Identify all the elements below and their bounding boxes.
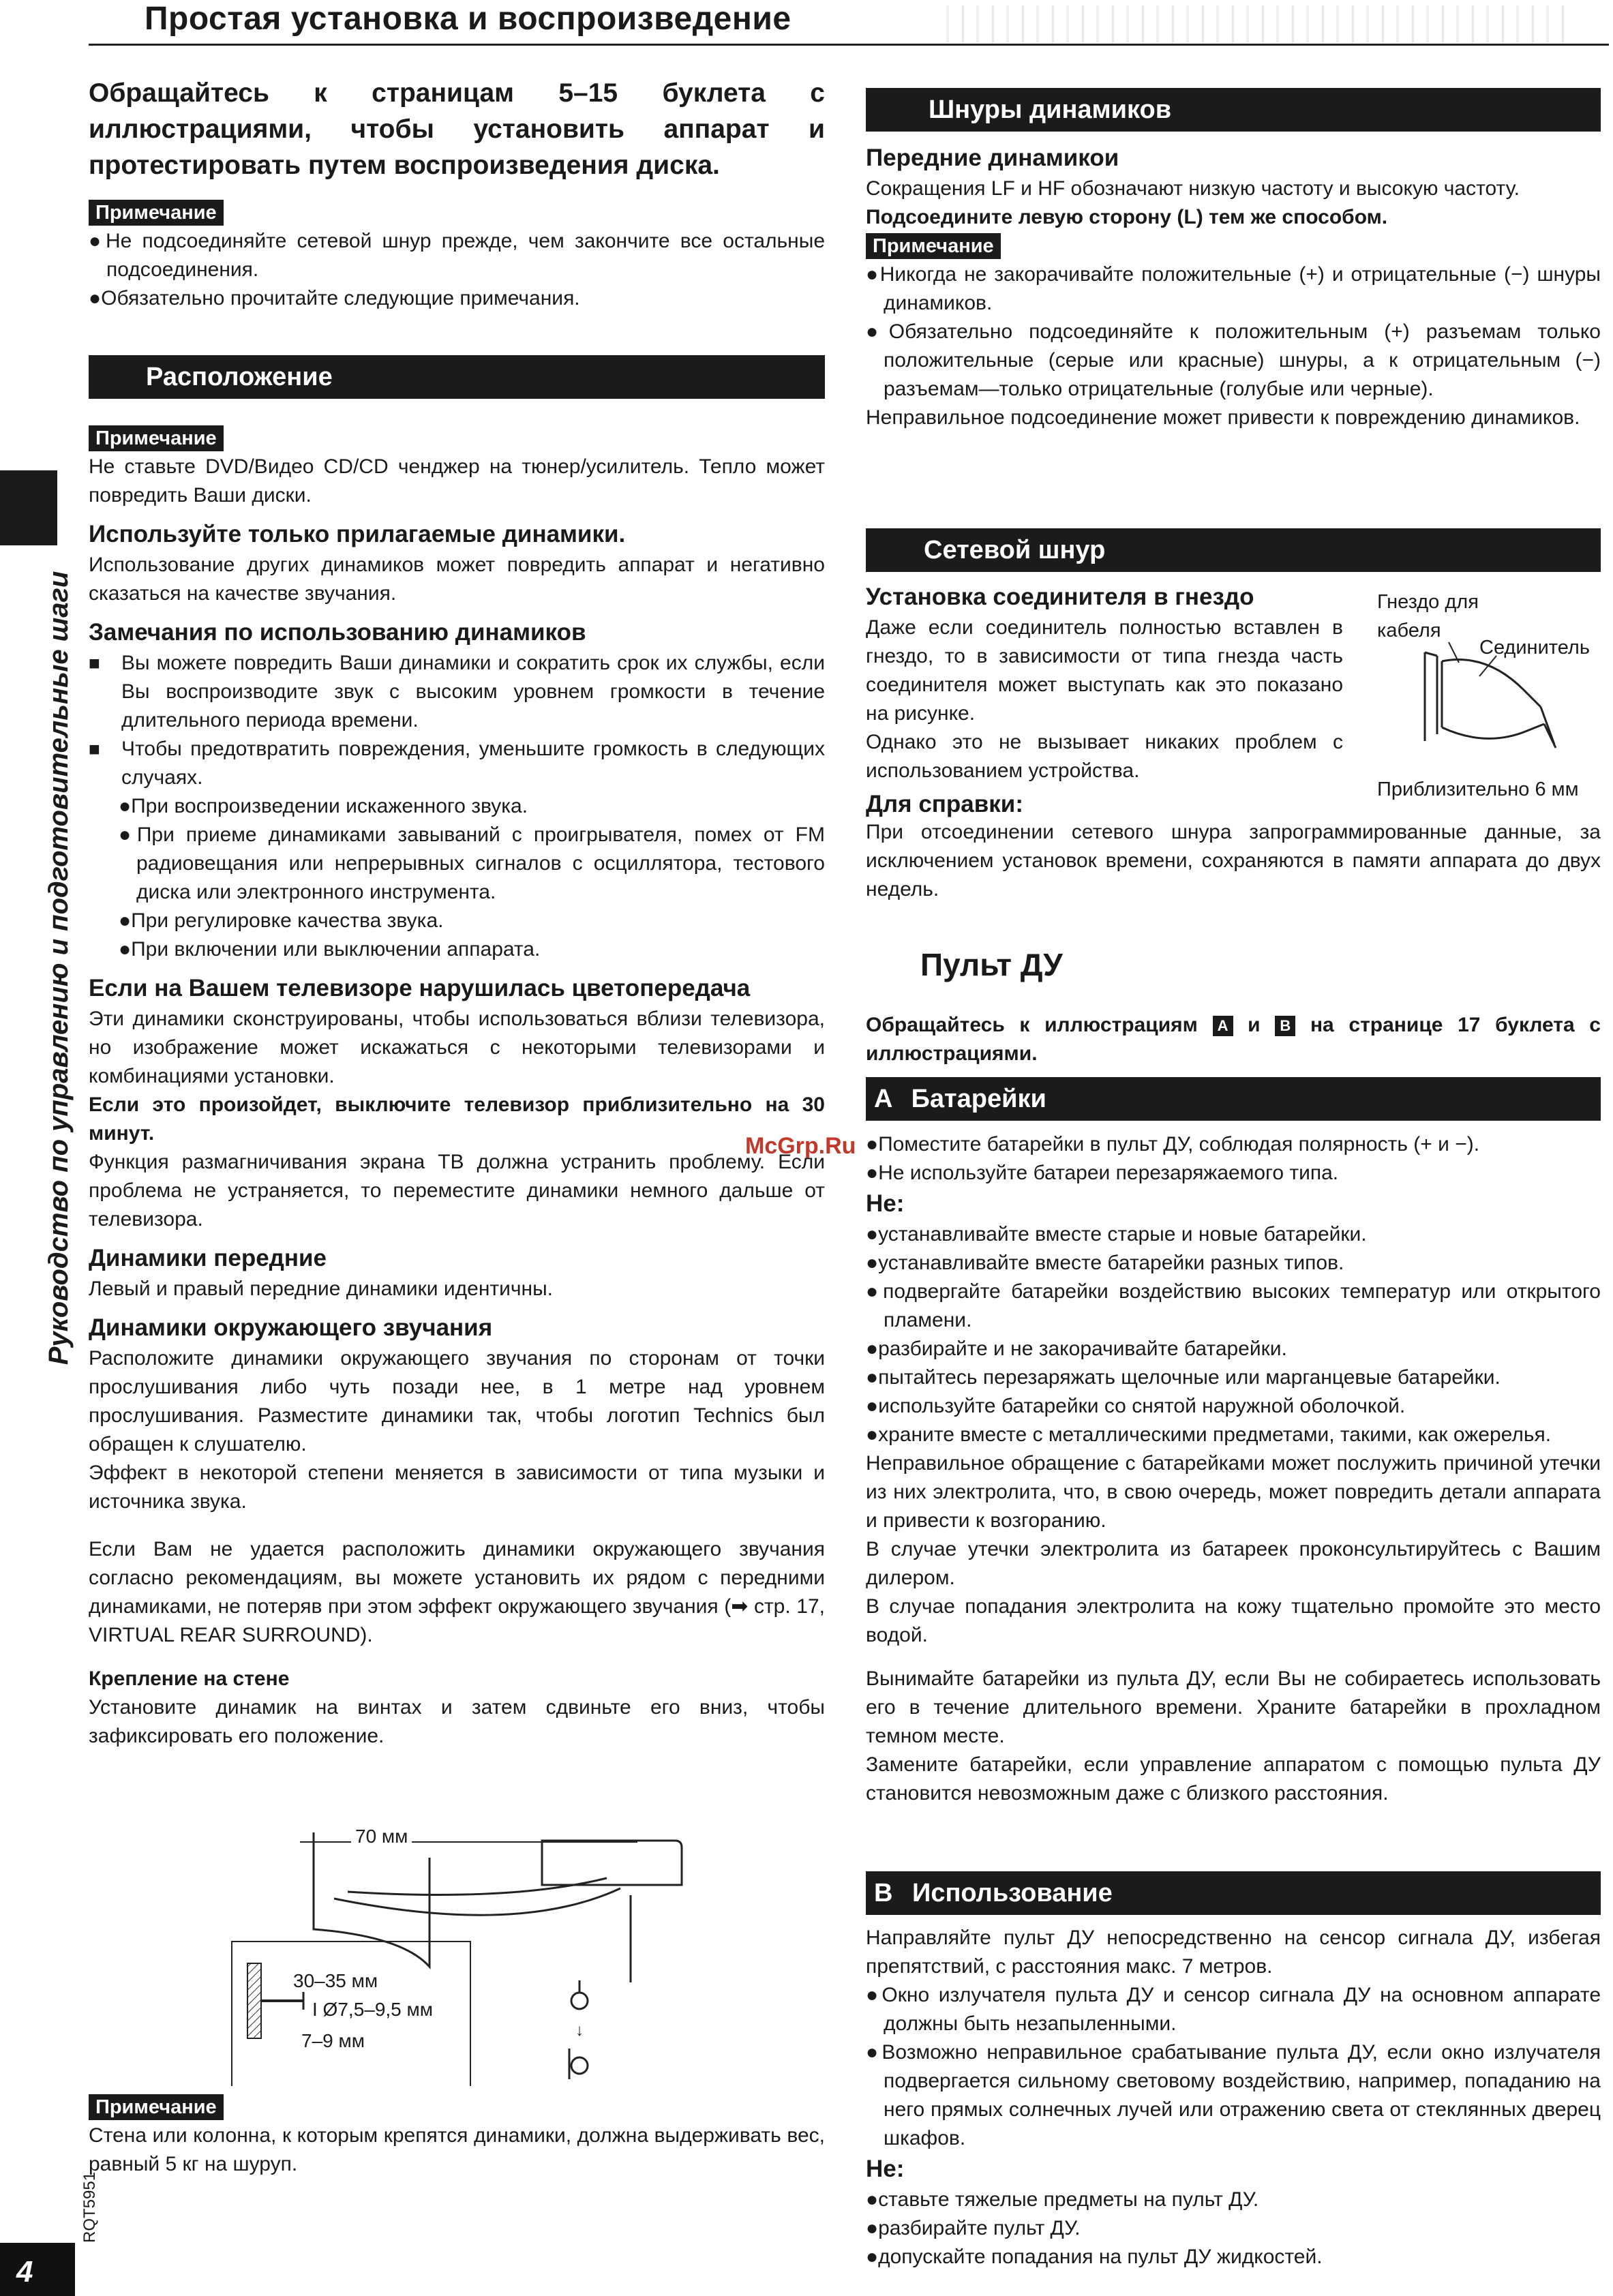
placement-section	[89, 424, 825, 1751]
badge-b: B	[1275, 1016, 1295, 1036]
use-letter: B	[874, 1879, 893, 1907]
remote-lead	[866, 1011, 1601, 1068]
only-speakers-text: Использование других динамиков может повредить аппарат и негативно сказаться на качестве звучания.	[89, 554, 825, 605]
socket-figure	[1377, 588, 1602, 806]
use-note-1: ●Окно излучателя пульта ДУ и сенсор сигнала ДУ на основном аппарате должны быть незапыленными.	[866, 1984, 1601, 2035]
page-number: 4	[0, 2243, 75, 2296]
dim-diameter: I Ø7,5–9,5 мм	[312, 1999, 434, 2020]
use-text: Направляйте пульт ДУ непосредственно на сенсор сигнала ДУ, избегая препятствий, с расстояния макс. 7 метров.	[866, 1927, 1601, 1978]
battery-note-2: ●Не используйте батареи перезаряжаемого типа.	[866, 1162, 1339, 1184]
battery-dont: ●подвергайте батарейки воздействию высоких температур или открытого пламени.	[866, 1280, 1601, 1331]
only-speakers-heading: Используйте только прилагаемые динамики.	[89, 521, 626, 547]
wall-note-section	[89, 2093, 825, 2179]
leak-text-1: Неправильное обращение с батарейками может послужить причиной утечки из них электролита, что, в свою очередь, может повредить детали аппарата и привести к возгоранию.	[866, 1452, 1601, 1532]
surround-heading: Динамики окружающего звучания	[89, 1314, 493, 1341]
intro-section	[89, 75, 825, 313]
placement-header: Расположение	[89, 355, 825, 399]
remote-lead-b: на странице 17 буклета с иллюстрациями.	[866, 1014, 1601, 1065]
placement-note-label: Примечание	[89, 425, 224, 451]
battery-dont: ●устанавливайте вместе старые и новые батарейки.	[866, 1223, 1367, 1245]
use-do-not-heading: Не:	[866, 2156, 905, 2182]
side-tab-marker	[0, 470, 57, 545]
speaker-remark-1: ■ Вы можете повредить Ваши динамики и сократить срок их службы, если Вы воспроизводите звук с высоким уровнем громкости в течение длительного периода времени.	[89, 649, 825, 735]
leak-text-2: В случае утечки электролита из батареек проконсультируйтесь с Вашим дилером.	[866, 1538, 1601, 1589]
surround-text-1: Расположите динамики окружающего звучания по сторонам от точки прослушивания либо чуть позади нее, в 1 метре над уровнем прослушивания. Разместите динамики так, чтобы логотип Technics был обращен к слушателю.	[89, 1347, 825, 1455]
dim-70: 70 мм	[351, 1826, 412, 1847]
surround-text-2: Эффект в некоторой степени меняется в зависимости от типа музыки и источника звука.	[89, 1462, 825, 1513]
cords-note-1: ●Никогда не закорачивайте положительные (+) и отрицательные (−) шнуры динамиков.	[866, 263, 1601, 314]
wall-mount-text: Установите динамик на винтах и затем сдвиньте его вниз, чтобы зафиксировать его положение.	[89, 1696, 825, 1747]
cords-abbrev: Сокращения LF и HF обозначают низкую частоту и высокую частоту.	[866, 177, 1520, 200]
front-speakers-subheading: Передние динамикои	[866, 145, 1119, 171]
tv-color-text: Эти динамики сконструированы, чтобы использоваться вблизи телевизора, но изображение может искажаться с некоторыми телевизорами и комбинациями установки.	[89, 1008, 825, 1087]
connector-text-1: Даже если соединитель полностью вставлен в гнездо, то в зависимости от типа гнезда часть соединителя может выступать как это показано на рисунке.	[866, 616, 1343, 725]
intro-lead: Обращайтесь к страницам 5–15 буклета с иллюстрациями, чтобы установить аппарат и протестировать путем воспроизведения диска.	[89, 78, 825, 180]
reference-section	[866, 818, 1601, 904]
connector-label: Сединитель	[1479, 637, 1590, 659]
ac-cord-section	[866, 581, 1343, 785]
dim-30-35: 30–35 мм	[293, 1970, 378, 1991]
intro-note-2: ●Обязательно прочитайте следующие примечания.	[89, 287, 580, 309]
battery-dont: ●разбирайте и не закорачивайте батарейки.	[866, 1338, 1287, 1360]
note-label: Примечание	[89, 200, 224, 226]
use-title: Использование	[912, 1879, 1113, 1907]
batteries-title: Батарейки	[911, 1085, 1046, 1113]
placement-note: Не ставьте DVD/Видео CD/CD ченджер на тюнер/усилитель. Тепло может повредить Ваши диски.	[89, 455, 825, 507]
dim-7-9: 7–9 мм	[301, 2030, 365, 2051]
replace-batteries-text: Замените батарейки, если управление аппаратом с помощью пульта ДУ становится невозможным даже с близкого расстояния.	[866, 1753, 1601, 1804]
socket-label: Гнездо для кабеля	[1377, 591, 1479, 641]
wall-mount-drawing	[225, 1827, 702, 2086]
volume-case: ●При воспроизведении искаженного звука.	[119, 795, 528, 817]
page-title: Простая установка и воспроизведение	[145, 1, 792, 37]
volume-case: ●При включении или выключении аппарата.	[119, 938, 541, 961]
battery-dont: ●храните вместе с металлическими предметами, такими, как ожерелья.	[866, 1423, 1552, 1446]
do-not-heading: Не:	[866, 1190, 905, 1217]
connector-heading: Установка соединителя в гнездо	[866, 584, 1254, 610]
watermark: McGrp.Ru	[745, 1133, 856, 1159]
tv-color-warning: Если это произойдет, выключите телевизор приблизительно на 30 минут.	[89, 1093, 825, 1145]
speaker-remark-2: ■ Чтобы предотвратить повреждения, уменьшите громкость в следующих случаях.	[89, 735, 825, 792]
remote-lead-and: и	[1248, 1014, 1261, 1036]
volume-case: ●При приеме динамиками завываний с проигрывателя, помех от FM радиовещания или непрерывных сигналов с осциллятора, тестового диска или электронного инструмента.	[119, 824, 825, 903]
use-section	[866, 1924, 1601, 2271]
wall-mount-figure	[225, 1827, 702, 2086]
remote-lead-a: Обращайтесь к иллюстрациям	[866, 1014, 1198, 1036]
cords-note-3: Неправильное подсоединение может привести к повреждению динамиков.	[866, 406, 1580, 429]
wall-mount-heading: Крепление на стене	[89, 1667, 290, 1690]
cords-left-side: Подсоедините левую сторону (L) тем же способом.	[866, 206, 1388, 228]
remove-batteries-text: Вынимайте батарейки из пульта ДУ, если Вы не собираетесь использовать его в течение длительного времени. Храните батарейки в прохладном темном месте.	[866, 1667, 1601, 1747]
connector-text-2: Однако это не вызывает никаких проблем с использованием устройства.	[866, 731, 1343, 782]
use-dont: ●допускайте попадания на пульт ДУ жидкостей.	[866, 2246, 1323, 2268]
use-dont: ●ставьте тяжелые предметы на пульт ДУ.	[866, 2188, 1259, 2211]
intro-note-1: ●Не подсоединяйте сетевой шнур прежде, чем закончите все остальные подсоединения.	[89, 230, 825, 281]
batteries-section	[866, 1130, 1601, 1808]
battery-note-1: ●Поместите батарейки в пульт ДУ, соблюдая полярность (+ и −).	[866, 1133, 1480, 1155]
battery-dont: ●пытайтесь перезаряжать щелочные или марганцевые батарейки.	[866, 1366, 1501, 1389]
badge-a: A	[1213, 1016, 1233, 1036]
wall-note-label: Примечание	[89, 2094, 224, 2120]
side-section-label: Руководство по управлению и подготовительные шаги	[44, 571, 74, 1365]
ac-cord-header: Сетевой шнур	[866, 528, 1601, 572]
use-header	[866, 1871, 1601, 1915]
speaker-remarks-heading: Замечания по использованию динамиков	[89, 619, 586, 646]
speaker-cords-header: Шнуры динамиков	[866, 88, 1601, 132]
volume-case: ●При регулировке качества звука.	[119, 909, 444, 932]
reference-text: При отсоединении сетевого шнура запрограммированные данные, за исключением установок времени, сохраняются в памяти аппарата до двух недель.	[866, 821, 1601, 901]
svg-text:↓: ↓	[575, 2021, 584, 2040]
batteries-header	[866, 1077, 1601, 1121]
use-dont: ●разбирайте пульт ДУ.	[866, 2217, 1081, 2239]
scan-noise	[934, 5, 1575, 43]
approx-label: Приблизительно 6 мм	[1377, 779, 1579, 800]
front-speakers-heading: Динамики передние	[89, 1245, 327, 1271]
document-code: RQT5951	[80, 2171, 99, 2243]
socket-drawing	[1377, 588, 1602, 779]
tv-color-fix: Функция размагничивания экрана ТВ должна устранить проблему. Если проблема не устраняется, то переместите динамики немного дальше от телевизора.	[89, 1151, 825, 1230]
top-rule	[89, 44, 1609, 46]
tv-color-heading: Если на Вашем телевизоре нарушилась цветопередача	[89, 975, 751, 1001]
remote-title: Пульт ДУ	[920, 947, 1063, 982]
batteries-letter: A	[874, 1085, 892, 1113]
battery-dont: ●устанавливайте вместе батарейки разных типов.	[866, 1252, 1344, 1274]
wall-note: Стена или колонна, к которым крепятся динамики, должна выдерживать вес, равный 5 кг на шуруп.	[89, 2124, 825, 2175]
speaker-cords-section	[866, 142, 1601, 432]
leak-text-3: В случае попадания электролита на кожу тщательно промойте это место водой.	[866, 1595, 1601, 1646]
front-speakers-text: Левый и правый передние динамики идентичны.	[89, 1278, 553, 1300]
cords-note-2: ●Обязательно подсоединяйте к положительным (+) разъемам только положительные (серые или красные) шнуры, а к отрицательным (−) разъемам—только отрицательные (голубые или черные).	[866, 320, 1601, 400]
battery-dont: ●используйте батарейки со снятой наружной оболочкой.	[866, 1395, 1406, 1417]
surround-text-3: Если Вам не удается расположить динамики окружающего звучания согласно рекомендациям, вы можете установить их рядом с передними динамиками, не потеряв при этом эффект окружающего звучания (➡ стр. 17, VIRTUAL REAR SURROUND).	[89, 1538, 825, 1646]
use-note-2: ●Возможно неправильное срабатывание пульта ДУ, если окно излучателя подвергается сильному световому воздействию, например, попаданию на него прямых солнечных лучей или отражению света от стеклянных дверец шкафов.	[866, 2041, 1601, 2149]
cords-note-label: Примечание	[866, 233, 1001, 259]
reference-heading: Для справки:	[866, 791, 1023, 817]
